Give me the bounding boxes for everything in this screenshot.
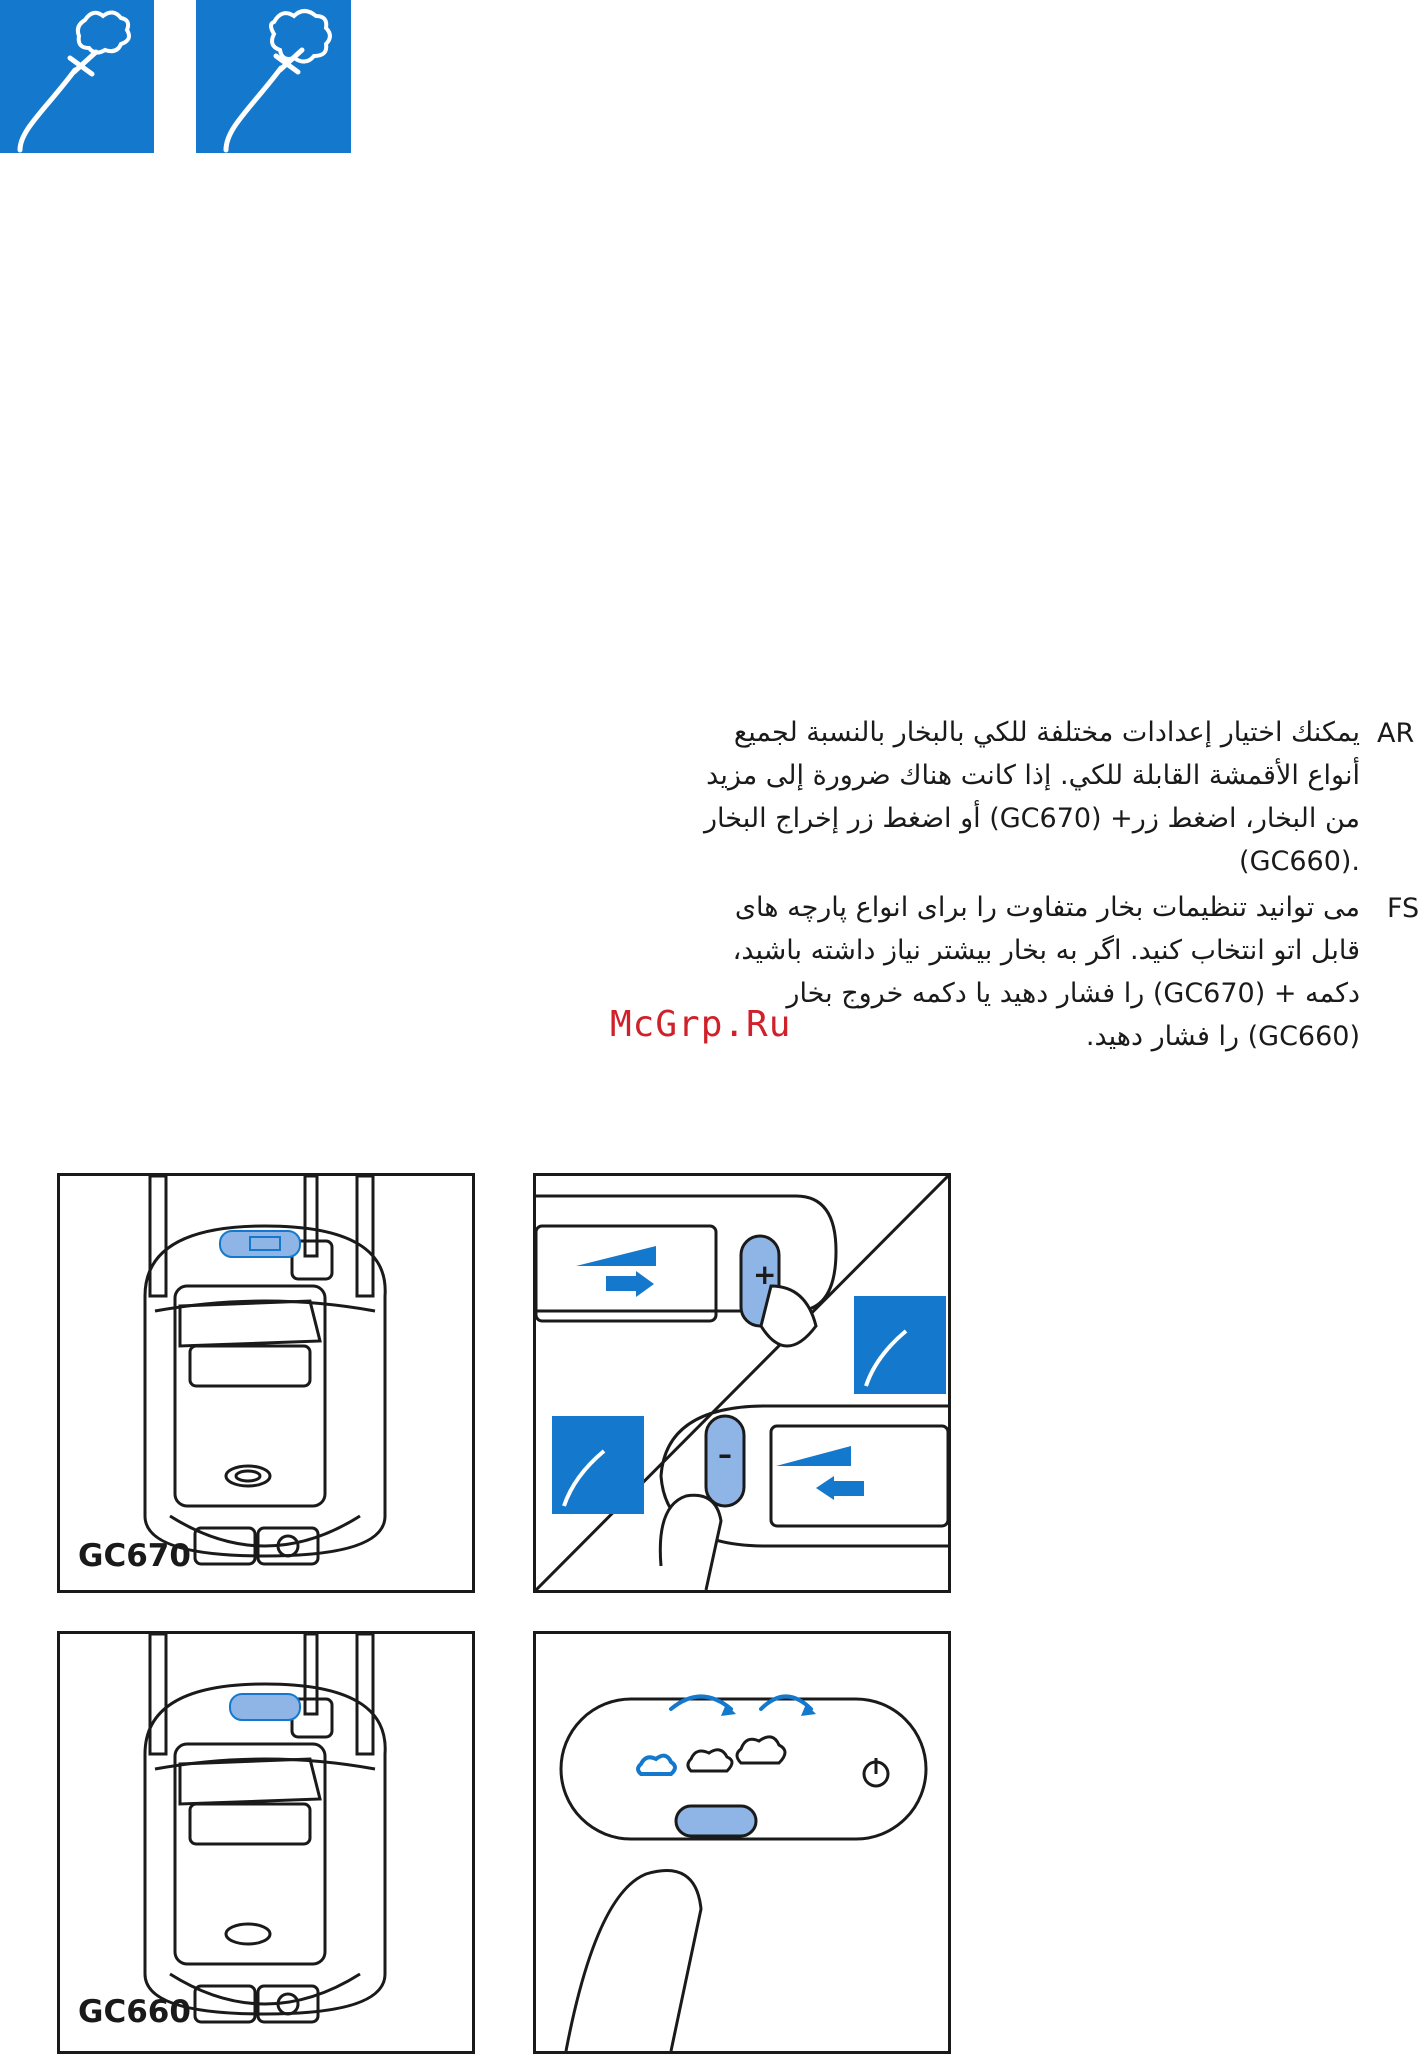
panel-gc670-appliance [57, 1173, 475, 1593]
steam-adjust-illustration [536, 1176, 948, 1590]
appliance-illustration-gc670 [60, 1176, 472, 1590]
language-code-ar: AR [1377, 718, 1415, 749]
language-code-fs: FS [1387, 893, 1420, 924]
instruction-line: أنواع الأقمشة القابلة للكي. إذا كانت هناك ضرورة إلى مزيد [706, 760, 1360, 791]
instruction-line: قابل اتو انتخاب کنید. اگر به بخار بیشتر نیاز داشته باشید، [732, 935, 1360, 966]
model-label-gc670: GC670 [78, 1538, 191, 1574]
panel-gc660-appliance [57, 1631, 475, 2054]
steam-button-illustration [536, 1634, 948, 2051]
appliance-illustration-gc660 [60, 1634, 472, 2051]
instruction-line: می توانید تنظیمات بخار متفاوت را برای انواع پارچه های [734, 892, 1360, 923]
panel-steam-adjust [533, 1173, 951, 1593]
instruction-ar [704, 711, 1360, 883]
minus-button-label: – [718, 1438, 732, 1471]
instruction-line: يمكنك اختيار إعدادات مختلفة للكي بالبخار بالنسبة لجميع [733, 717, 1360, 748]
model-label-gc660: GC660 [78, 1994, 191, 2030]
instruction-line: .(GC660) [1239, 846, 1360, 877]
steam-wand-icon-high [196, 0, 351, 153]
panel-steam-button [533, 1631, 951, 2054]
steam-wand-icon-low [0, 0, 154, 153]
instruction-fs [733, 886, 1360, 1058]
instruction-line: (GC660) را فشار دهید. [1085, 1021, 1360, 1052]
watermark-text: McGrp.Ru [610, 1004, 792, 1045]
instruction-line: من البخار، اضغط زر+ (GC670) أو اضغط زر إخراج البخار [704, 803, 1360, 834]
instruction-line: دکمه + (GC670) را فشار دهید یا دکمه خروج بخار [786, 978, 1360, 1009]
plus-button-label: + [753, 1258, 777, 1291]
